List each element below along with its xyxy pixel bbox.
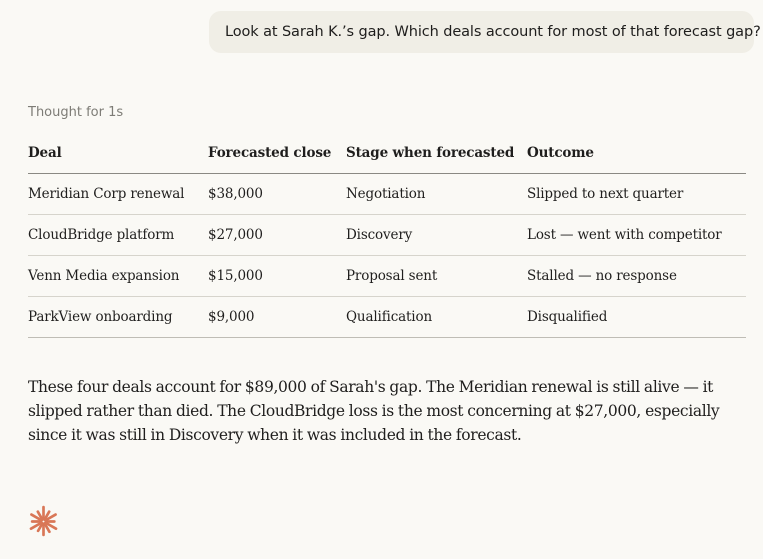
column-header-outcome: Outcome xyxy=(527,133,746,174)
forecasted-close-cell: $38,000 xyxy=(208,174,346,215)
forecasted-close-cell: $9,000 xyxy=(208,297,346,338)
user-message-bubble xyxy=(209,11,761,53)
forecasted-close-cell: $27,000 xyxy=(208,215,346,256)
forecasted-close-cell: $15,000 xyxy=(208,256,346,297)
outcome-cell: Lost — went with competitor xyxy=(527,215,746,256)
table-row xyxy=(28,297,746,338)
column-header-forecasted-close: Forecasted close xyxy=(208,133,346,174)
deal-name-cell: Venn Media expansion xyxy=(28,256,208,297)
user-message-text: Look at Sarah K.’s gap. Which deals account for most of that forecast gap? xyxy=(225,24,761,40)
outcome-cell: Slipped to next quarter xyxy=(527,174,746,215)
deal-name-cell: ParkView onboarding xyxy=(28,297,208,338)
stage-cell: Qualification xyxy=(346,297,527,338)
thought-toggle[interactable]: Thought for 1s xyxy=(28,105,124,120)
stage-cell: Proposal sent xyxy=(346,256,527,297)
deal-name-cell: CloudBridge platform xyxy=(28,215,208,256)
outcome-cell: Disqualified xyxy=(527,297,746,338)
outcome-cell: Stalled — no response xyxy=(527,256,746,297)
sparkle-logo-icon xyxy=(27,505,60,538)
column-header-stage: Stage when forecasted xyxy=(346,133,527,174)
stage-cell: Negotiation xyxy=(346,174,527,215)
table-row xyxy=(28,256,746,297)
stage-cell: Discovery xyxy=(346,215,527,256)
table-row xyxy=(28,174,746,215)
assistant-response-text: These four deals account for $89,000 of Sarah's gap. The Meridian renewal is still alive — it slipped rather than died. The CloudBridge loss is the most concerning at $27,000, especially since it was still in Discovery when it was included in the forecast. xyxy=(28,378,720,444)
deals-table xyxy=(28,133,746,338)
table-row xyxy=(28,215,746,256)
deal-name-cell: Meridian Corp renewal xyxy=(28,174,208,215)
column-header-deal: Deal xyxy=(28,133,208,174)
table-header-row xyxy=(28,133,746,174)
